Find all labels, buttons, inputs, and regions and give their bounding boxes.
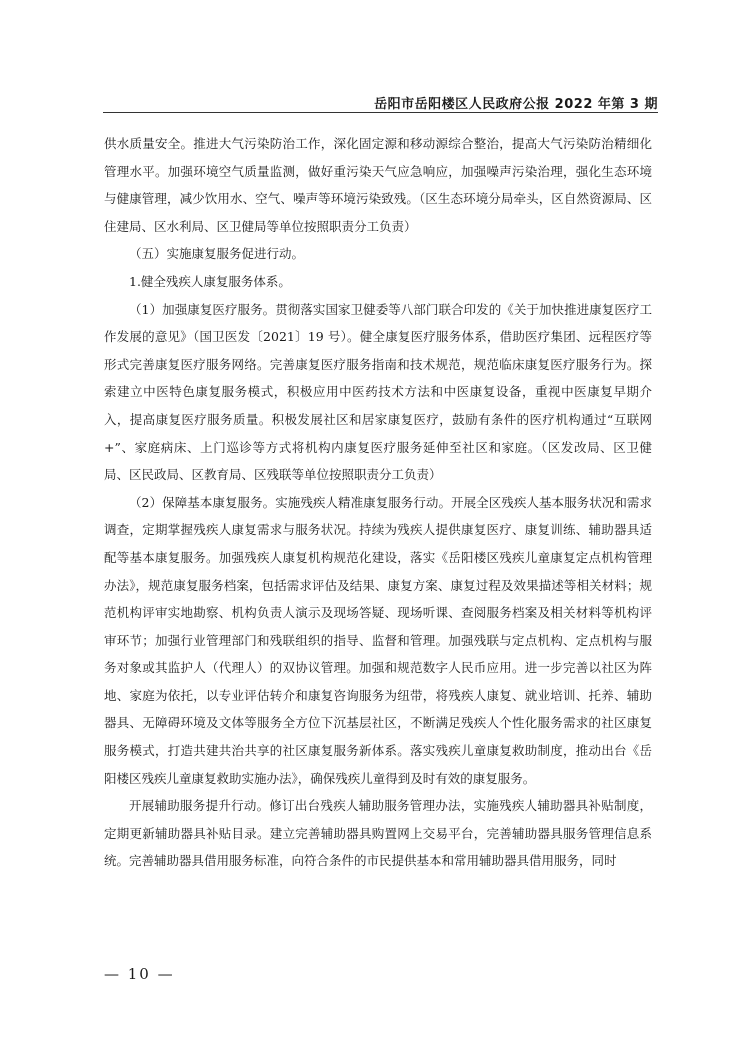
section-heading: （五）实施康复服务促进行动。 [129, 246, 305, 262]
subsection-heading: 1.健全残疾人康复服务体系。 [129, 273, 291, 289]
paragraph-basic-rehab: （2）保障基本康复服务。实施残疾人精准康复服务行动。开展全区残疾人基本服务状况和需求调查，定期掌握残疾人康复需求与服务状况。持续为残疾人提供康复医疗、康复训练、辅助器具适配等基本康复服务。加强残疾人康复机构规范化建设，落实《岳阳楼区残疾儿童康复定点机构管理办法》，规范康复服务档案，包括需求评估及结果、康复方案、康复过程及效果描述等相关材料；规范机构评审实地勘察、机构负责人演示及现场答疑、现场听课、查阅服务档案及相关材料等机构评审环节；加强行业管理部门和残联组织的指导、监督和管理。加强残联与定点机构、定点机构与服务对象或其监护人（代理人）的双协议管理。加强和规范数字人民币应用。进一步完善以社区为阵地、家庭为依托，以专业评估转介和康复咨询服务为纽带，将残疾人康复、就业培训、托养、辅助器具、无障碍环境及文体等服务全方位下沉基层社区，不断满足残疾人个性化服务需求的社区康复服务模式，打造共建共治共享的社区康复服务新体系。落实残疾儿童康复救助制度，推动出台《岳阳楼区残疾儿童康复救助实施办法》，确保残疾儿童得到及时有效的康复服务。 [104, 494, 652, 786]
paragraph-rehab-medical: （1）加强康复医疗服务。贯彻落实国家卫健委等八部门联合印发的《关于加快推进康复医疗工作发展的意见》（国卫医发〔2021〕19 号）。健全康复医疗服务体系，借助医疗集团、远程医疗等形式完善康复医疗服务网络。完善康复医疗服务指南和技术规范，规范临床康复医疗服务行为。探索建立中医特色康复服务模式，积极应用中医药技术方法和中医康复设备，重视中医康复早期介入，提高康复医疗服务质量。积极发展社区和居家康复医疗，鼓励有条件的医疗机构通过“互联网+”、家庭病床、上门巡诊等方式将机构内康复医疗服务延伸至社区和家庭。（区发改局、区卫健局、区民政局、区教育局、区残联等单位按照职责分工负责） [104, 301, 652, 483]
paragraph-assistive-services: 开展辅助服务提升行动。修订出台残疾人辅助服务管理办法，实施残疾人辅助器具补贴制度，定期更新辅助器具补贴目录。建立完善辅助器具购置网上交易平台，完善辅助器具服务管理信息系统。完善辅助器具借用服务标准，向符合条件的市民提供基本和常用辅助器具借用服务，同时 [104, 798, 652, 869]
bulletin-header-title: 岳阳市岳阳楼区人民政府公报 2022 年第 3 期 [374, 97, 658, 112]
document-body [104, 130, 652, 875]
paragraph-continued: 供水质量安全。推进大气污染防治工作，深化固定源和移动源综合整治，提高大气污染防治精细化管理水平。加强环境空气质量监测，做好重污染天气应急响应，加强噪声污染治理，强化生态环境与健康管理，减少饮用水、空气、噪声等环境污染致残。（区生态环境分局牵头，区自然资源局、区住建局、区水利局、区卫健局等单位按照职责分工负责） [104, 136, 652, 234]
page-number: — 10 — [104, 965, 175, 983]
header-divider [103, 112, 658, 113]
